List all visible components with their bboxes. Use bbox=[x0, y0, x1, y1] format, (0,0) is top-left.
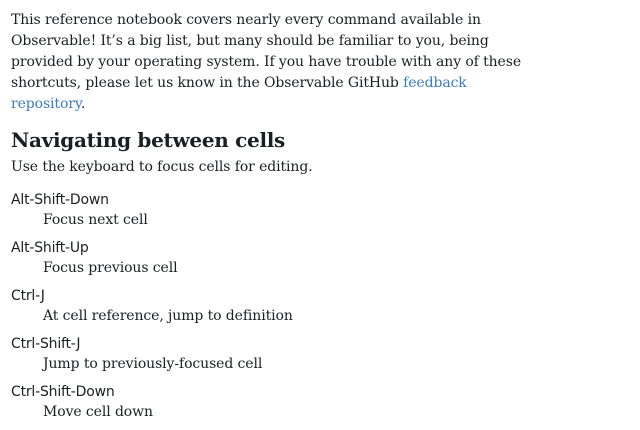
shortcut-keys: Alt-Shift-Up bbox=[11, 240, 89, 256]
shortcut-keys: Ctrl-Shift-J bbox=[11, 336, 81, 352]
shortcut-keys: Ctrl-Shift-Down bbox=[11, 384, 115, 400]
intro-text: This reference notebook covers nearly every command available in Observable! It’s a big list, but many should be familiar to you, being provided by your operating system. If you have trouble with any of these shortcuts, please let us know in the Observable GitHub bbox=[11, 12, 522, 91]
shortcut-keys: Alt-Shift-Down bbox=[11, 192, 109, 208]
intro-paragraph bbox=[11, 10, 531, 115]
feedback-repository-link[interactable]: feedback repository bbox=[11, 75, 467, 112]
shortcut-keys: Ctrl-J bbox=[11, 288, 45, 304]
section-title: Navigating between cells bbox=[11, 128, 286, 152]
notebook-content bbox=[11, 10, 531, 430]
shortcut-description: Jump to previously-focused cell bbox=[43, 356, 263, 372]
intro-text-end: . bbox=[80, 96, 86, 112]
section-subtitle: Use the keyboard to focus cells for editing. bbox=[11, 159, 313, 175]
shortcut-description: Move cell down bbox=[43, 404, 153, 420]
shortcut-description: At cell reference, jump to definition bbox=[43, 308, 293, 324]
shortcut-list bbox=[11, 190, 531, 422]
shortcut-description: Focus previous cell bbox=[43, 260, 178, 276]
shortcut-description: Focus next cell bbox=[43, 212, 148, 228]
